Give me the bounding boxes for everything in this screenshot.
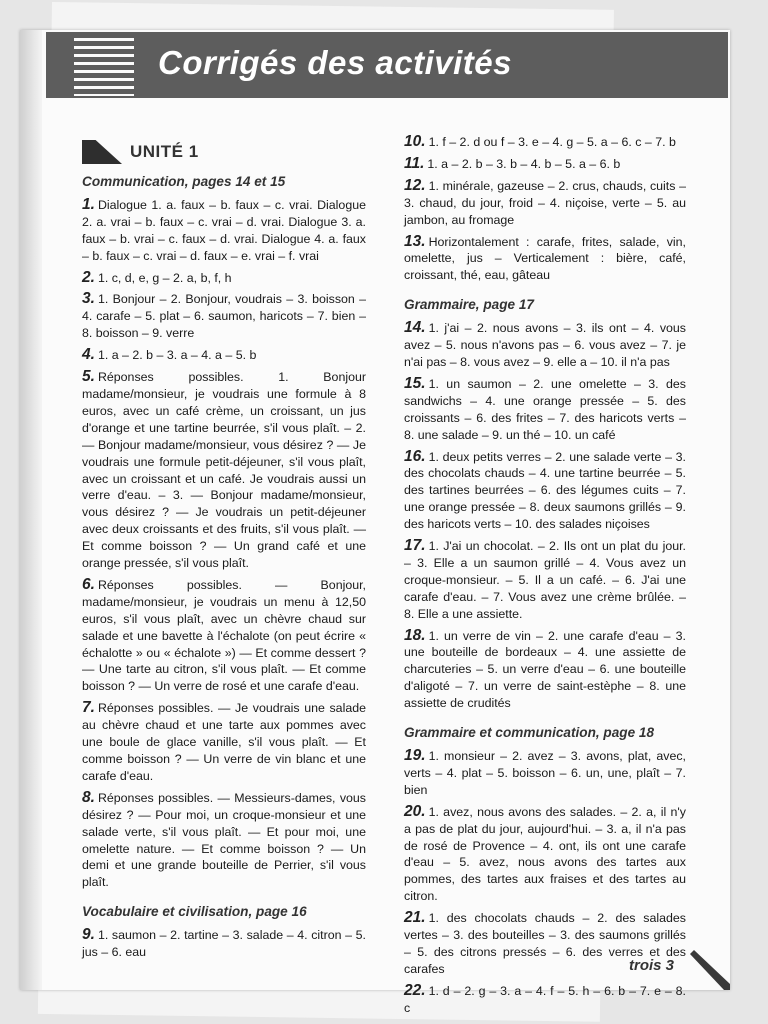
exercise-text: 1. des chocolats chauds – 2. des salades vertes – 3. des bouteilles – 3. des saumons grillés – 5. des citrons pressés – 6. des verres et des carafes	[404, 911, 686, 976]
exercise-number: 7.	[82, 699, 95, 717]
header-stripes	[74, 38, 134, 96]
exercise-text: Réponses possibles. — Bonjour, madame/monsieur, je voudrais un menu à 12,50 euros, s'il vous plaît, avec un chèvre chaud sur salade et une bavette à l'échalote (on peut écrire « échalotte » ou « échalote ») — Et comme dessert ? — Une tarte au citron, s'il vous plaît. — Et comme boisson ? — Un verre de rosé et une carafe d'eau.	[82, 577, 366, 694]
exercise-text: 1. f – 2. d ou f – 3. e – 4. g – 5. a – 6. c – 7. b	[428, 135, 676, 149]
exercise-answer	[404, 134, 686, 151]
exercise-answer	[82, 577, 366, 695]
exercise-text: 1. saumon – 2. tartine – 3. salade – 4. citron – 5. jus – 6. eau	[82, 928, 366, 960]
exercise-number: 20.	[404, 802, 426, 820]
exercise-text: 1. minérale, gazeuse – 2. crus, chauds, cuits – 3. chaud, du jour, froid – 4. niçoise, verte – 5. au jambon, au fromage	[404, 178, 686, 227]
exercise-number: 11.	[404, 154, 425, 172]
exercise-text: Réponses possibles. — Je voudrais une salade au chèvre chaud et une tarte aux pommes avec une boule de glace vanille, s'il vous plaît. — Et comme boisson ? — Un verre de vin blanc et une carafe d'eau.	[82, 701, 366, 783]
exercise-number: 6.	[82, 575, 95, 593]
exercise-answer	[404, 178, 686, 229]
exercise-answer	[404, 320, 686, 371]
exercise-text: Réponses possibles. — Messieurs-dames, vous désirez ? — Pour moi, un croque-monsieur et une salade verte, s'il vous plaît. — Et pour moi, une omelette nature. — Et comme boisson ? — Un demi et une grande bouteille de Perrier, s'il vous plaît.	[82, 790, 366, 890]
exercise-text: Dialogue 1. a. faux – b. faux – c. vrai. Dialogue 2. a. vrai – b. faux – c. vrai – d. vrai. Dialogue 3. a. faux – b. vrai – c. faux – d. vrai. Dialogue 4. a. faux – b. faux – c. vrai – d. faux – e. vrai – f. vrai	[82, 197, 366, 263]
exercise-answer	[82, 369, 366, 572]
exercise-answer	[82, 197, 366, 265]
exercise-text: 1. deux petits verres – 2. une salade verte – 3. des chocolats chauds – 4. une tartine beurrée – 5. des tartines beurrées – 6. des légumes cuits – 7. une orange pressée – 8. deux saumons grillés – 9. des haricots verts – 10. des salades niçoises	[404, 449, 686, 532]
document-page	[20, 30, 730, 1015]
left-column-body	[82, 174, 366, 961]
exercise-number: 2.	[82, 268, 95, 286]
exercise-number: 21.	[404, 909, 426, 927]
exercise-text: 1. d – 2. g – 3. a – 4. f – 5. h – 6. b – 7. e – 8. c	[404, 983, 686, 1015]
right-column-body	[404, 134, 686, 1017]
exercise-text: 1. un saumon – 2. une omelette – 3. des sandwichs – 4. une orange pressée – 5. des croissants – 6. des frites – 7. des haricots verts – 8. une salade – 9. un thé – 10. un café	[404, 376, 686, 442]
exercise-number: 5.	[82, 368, 95, 386]
right-column	[404, 134, 686, 1022]
exercise-number: 16.	[404, 447, 426, 465]
exercise-number: 8.	[82, 788, 95, 806]
exercise-number: 22.	[404, 981, 426, 999]
section-heading: Communication, pages 14 et 15	[82, 174, 286, 189]
exercise-answer	[82, 291, 366, 342]
exercise-text: 1. a – 2. b – 3. a – 4. a – 5. b	[97, 348, 257, 363]
exercise-answer	[404, 234, 686, 285]
exercise-number: 17.	[404, 537, 426, 555]
exercise-number: 19.	[404, 747, 426, 764]
page-number: trois 3	[628, 957, 674, 974]
exercise-answer	[404, 628, 686, 713]
left-column	[82, 134, 366, 966]
exercise-answer	[404, 376, 686, 444]
exercise-number: 10.	[404, 133, 426, 150]
unit-flag-icon	[82, 140, 122, 164]
exercise-answer	[82, 790, 366, 891]
exercise-number: 13.	[404, 232, 426, 250]
section-heading: Grammaire, page 17	[404, 297, 534, 313]
exercise-number: 4.	[82, 346, 95, 364]
exercise-answer	[404, 983, 686, 1017]
exercise-answer	[404, 748, 686, 799]
exercise-number: 15.	[404, 374, 426, 392]
exercise-number: 14.	[404, 319, 426, 337]
exercise-text: 1. j'ai – 2. nous avons – 3. ils ont – 4. vous avez – 5. nous n'avons pas – 6. vous avez – 7. je n'ai pas – 8. vous avez – 9. elle a – 10. il n'a pas	[404, 321, 686, 369]
unit-title: UNITÉ 1	[130, 141, 199, 161]
exercise-number: 1.	[82, 195, 95, 213]
section-heading: Vocabulaire et civilisation, page 16	[82, 904, 307, 920]
exercise-text: 1. Bonjour – 2. Bonjour, voudrais – 3. boisson – 4. carafe – 5. plat – 6. saumon, haricots – 7. bien – 8. boisson – 9. verre	[82, 292, 366, 341]
exercise-text: 1. J'ai un chocolat. – 2. Ils ont un plat du jour. – 3. Elle a un saumon grillé – 4. Vous avez un croque-monsieur. – 5. Il a un café. – 6. J'ai une carafe d'eau. – 7. Vous avez une crème brûlée. – 8. Elle a une assiette.	[404, 539, 686, 621]
page-binding	[20, 30, 42, 990]
exercise-number: 9.	[82, 926, 95, 944]
exercise-number: 18.	[404, 626, 426, 644]
exercise-answer	[82, 347, 366, 364]
page-title: Corrigés des activités	[158, 44, 512, 81]
page-corner-icon	[690, 950, 730, 990]
exercise-text: 1. un verre de vin – 2. une carafe d'eau – 3. une bouteille de bordeaux – 4. une assiette de charcuteries – 5. un verre d'eau – 6. une bouteille d'aligoté – 7. un verre de saint-estèphe – 8. une assiette de crudités	[404, 628, 686, 711]
exercise-answer	[82, 270, 366, 287]
exercise-text: 1. monsieur – 2. avez – 3. avons, plat, avec, verts – 4. plat – 5. boisson – 6. un, une, plaît – 7. bien	[404, 749, 686, 797]
exercise-text: 1. a – 2. b – 3. b – 4. b – 5. a – 6. b	[427, 156, 621, 171]
exercise-text: Réponses possibles. 1. Bonjour madame/monsieur, je voudrais une formule à 8 euros, avec un café crème, un croissant, un jus d'orange et une tartine beurrée, s'il vous plaît. – 2. — Bonjour madame/monsieur, vous désirez ? — Je voudrais une formule petit-déjeuner, s'il vous plaît, avec un croissant et un café. Je voudrais aussi un verre d'eau. – 3. — Bonjour madame/monsieur, vous désirez ? — Je voudrais un petit-déjeuner avec deux croissants et des fruits, s'il vous plaît. — Et comme boisson ? — Un grand café et une orange pressée, s'il vous plaît.	[82, 370, 366, 571]
header-banner	[46, 32, 728, 98]
exercise-answer	[404, 538, 686, 623]
exercise-answer	[404, 804, 686, 905]
exercise-text: 1. c, d, e, g – 2. a, b, f, h	[97, 270, 232, 285]
unit-heading	[82, 140, 366, 164]
exercise-text: Horizontalement : carafe, frites, salade, vin, omelette, jus – Verticalement : bière, café, croissant, thé, eau, gâteau	[404, 234, 686, 283]
exercise-answer	[82, 700, 366, 785]
section-heading: Grammaire et communication, page 18	[404, 725, 655, 741]
exercise-answer	[82, 927, 366, 961]
exercise-answer	[404, 156, 686, 173]
exercise-answer	[404, 449, 686, 534]
exercise-number: 12.	[404, 176, 426, 194]
exercise-text: 1. avez, nous avons des salades. – 2. a, il n'y a pas de plat du jour, aujourd'hui. – 3. a, il n'a pas de rosé de Provence – 4. ont, ils ont une carafe d'eau – 5. avez, nous avons des tartes aux pommes, des tartes aux fraises et des tartes au citron.	[404, 804, 686, 904]
exercise-number: 3.	[82, 290, 95, 308]
